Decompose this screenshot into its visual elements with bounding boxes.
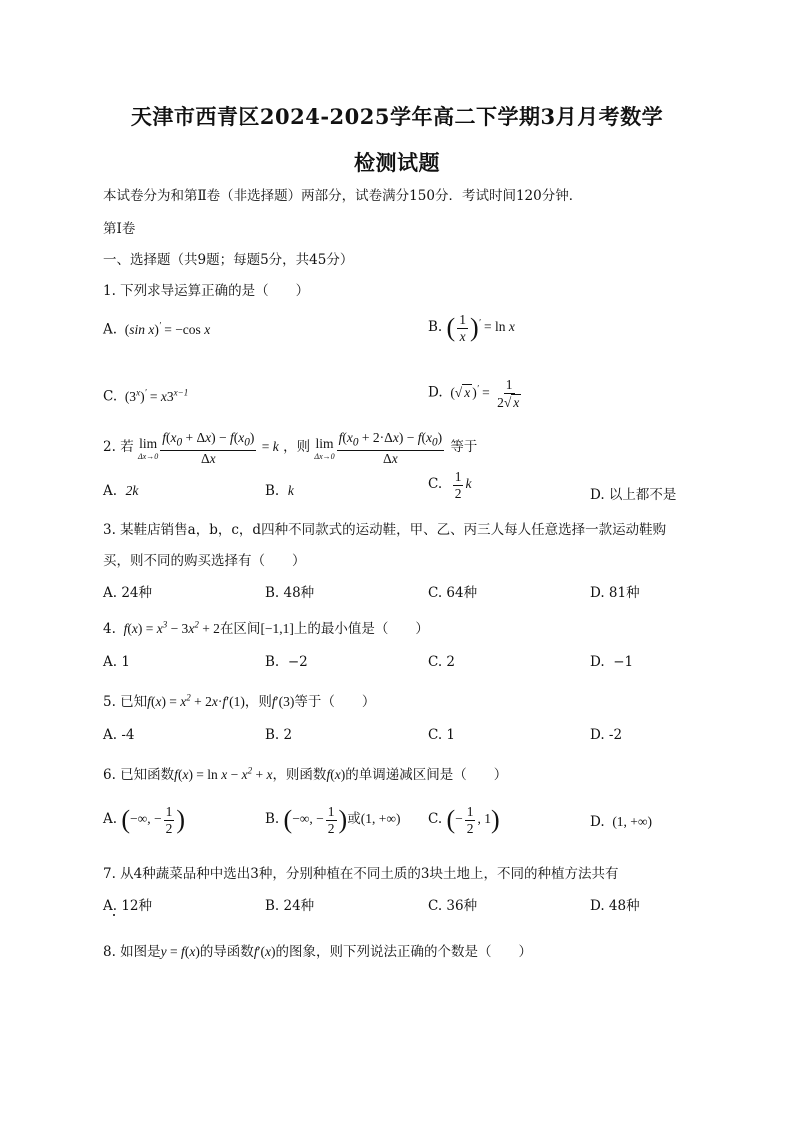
question-2-option-c: [428, 469, 471, 501]
formula: $f(x) = \ln x - x^2 + x$: [174, 765, 273, 782]
question-7-option-c: C. 36种: [428, 898, 478, 914]
formula: f(x): [326, 767, 346, 782]
formula: (sin x)′ = −cos x: [124, 320, 211, 337]
formula: (1, +∞): [608, 814, 653, 829]
question-1-stem: 1. 下列求导运算正确的是（ ）: [103, 283, 310, 299]
question-1-option-d: [428, 377, 525, 410]
option-label: A.: [103, 483, 118, 499]
question-number: 8. 如图是: [103, 944, 161, 960]
stem-text: 的导函数: [199, 944, 254, 960]
stem-text: 等于（ ）: [294, 694, 376, 710]
limit-formula-1: lim Δx→0 $\frac{f(x_0 + \Delta x) - f(x_0)}{\Delta x}$ = k: [137, 430, 279, 466]
stem-text: 的图象，则下列说法正确的个数是（ ）: [275, 944, 533, 960]
question-6-stem: [103, 763, 507, 783]
option-label: A.: [103, 321, 118, 338]
question-4-option-c: C. 2: [428, 654, 456, 670]
option-label: D.: [590, 654, 605, 670]
option-label: D.: [428, 384, 443, 401]
formula: (−∞, − $\frac{1}{2}$ ): [121, 804, 186, 836]
question-4-option-b: [265, 654, 308, 670]
question-3-option-c: C. 64种: [428, 585, 478, 601]
question-7-option-a: A. 12种: [103, 898, 153, 914]
question-number: 4.: [103, 621, 116, 637]
formula: $\frac{1}{2}$ k: [454, 469, 472, 501]
option-label: B.: [265, 811, 280, 828]
question-2-option-b: [265, 483, 294, 499]
option-label: B.: [265, 654, 280, 670]
question-4-option-d: [590, 654, 633, 670]
stem-text: 等于: [450, 439, 478, 456]
formula: (− $\frac{1}{2}$ , 1): [446, 804, 500, 836]
stem-text: ，则: [283, 439, 311, 456]
exam-title-line2: 检测试题: [354, 150, 440, 175]
option-label: A.: [103, 811, 118, 828]
question-1-option-b: [428, 312, 515, 344]
stem-text: 上的最小值是（ ）: [293, 621, 429, 637]
formula: (−∞, − $\frac{1}{2}$ ): [283, 804, 348, 836]
question-2-stem: [103, 430, 477, 466]
option-value: k: [287, 483, 294, 498]
formula: $(3^x)' = x3^{x-1}$: [124, 387, 189, 404]
question-7-stem: 7. 从4种蔬菜品种中选出3种，分别种植在不同土质的3块土地上，不同的种植方法共有: [103, 866, 619, 882]
question-5-option-d: D. -2: [590, 727, 623, 743]
section-heading: 一、选择题（共9题；每题5分，共45分）: [103, 252, 354, 268]
question-3-option-a: A. 24种: [103, 585, 153, 601]
stem-text: 若: [120, 439, 134, 456]
question-6-option-d: [590, 814, 652, 830]
stem-text: ，则函数: [272, 767, 327, 783]
question-7-option-b: B. 24种: [265, 898, 315, 914]
question-3-stem-line2: 买，则不同的购买选择有（ ）: [103, 553, 306, 569]
stem-text: 的单调递减区间是（ ）: [345, 767, 508, 783]
formula: [−1,1]: [260, 621, 294, 636]
part-heading: 第Ⅰ卷: [103, 221, 136, 237]
question-1-option-a: [103, 320, 210, 338]
stem-text: ，则: [244, 694, 272, 710]
question-5-option-a: A. -4: [103, 727, 135, 743]
question-number: 5. 已知: [103, 694, 148, 710]
formula: y = f(x): [160, 944, 200, 959]
option-label: C.: [428, 811, 443, 828]
formula: f′(x): [253, 944, 276, 959]
question-6-option-c: [428, 804, 500, 836]
formula: $f(x) = x^2 + 2x\cdot f'(1)$: [147, 692, 245, 709]
question-2-option-d: D. 以上都不是: [590, 487, 677, 503]
exam-title-line1: 天津市西青区2024-2025学年高二下学期3月月考数学: [130, 104, 664, 129]
question-1-option-c: [103, 387, 188, 405]
stem-text: 在区间: [219, 621, 261, 637]
formula: $f(x) = x^3 - 3x^2 + 2$: [120, 619, 220, 636]
question-6-option-b: [265, 804, 400, 836]
option-label: D.: [590, 814, 605, 830]
question-8-stem: [103, 940, 532, 960]
formula: f′(3): [271, 694, 295, 709]
option-value: −2: [287, 654, 308, 670]
question-7-option-d: D. 48种: [590, 898, 640, 914]
question-6-option-a: [103, 804, 185, 836]
formula: (√ x )′ = $\frac{1}{2√ x}$: [450, 377, 520, 410]
question-4-option-a: A. 1: [103, 654, 130, 670]
question-2-option-a: [103, 483, 138, 499]
formula: (1, +∞): [360, 811, 401, 827]
question-4-stem: [103, 617, 429, 637]
question-3-option-d: D. 81种: [590, 585, 640, 601]
option-value: −1: [613, 654, 634, 670]
question-number: 6. 已知函数: [103, 767, 175, 783]
stem-text: 或: [347, 811, 361, 828]
ink-dot: [113, 914, 115, 916]
formula: ( $\frac{1}{x}$ )′ = ln x: [446, 312, 515, 344]
question-number: 2.: [103, 439, 116, 456]
option-label: C.: [103, 388, 118, 405]
option-label: B.: [265, 483, 280, 499]
question-3-option-b: B. 48种: [265, 585, 315, 601]
option-label: C.: [428, 476, 443, 493]
question-5-option-c: C. 1: [428, 727, 456, 743]
option-value: 2k: [125, 483, 139, 498]
exam-intro: 本试卷分为和第Ⅱ卷（非选择题）两部分，试卷满分150分．考试时间120分钟．: [103, 188, 583, 204]
limit-formula-2: lim Δx→0 $\frac{f(x_0 + 2\cdot\Delta x) - f(x_0)}{\Delta x}$: [314, 430, 443, 466]
option-label: B.: [428, 319, 443, 336]
question-5-stem: [103, 690, 375, 710]
question-5-option-b: B. 2: [265, 727, 293, 743]
question-3-stem-line1: 3. 某鞋店销售a，b，c，d四种不同款式的运动鞋，甲、乙、丙三人每人任意选择一款运动鞋购: [103, 522, 667, 538]
